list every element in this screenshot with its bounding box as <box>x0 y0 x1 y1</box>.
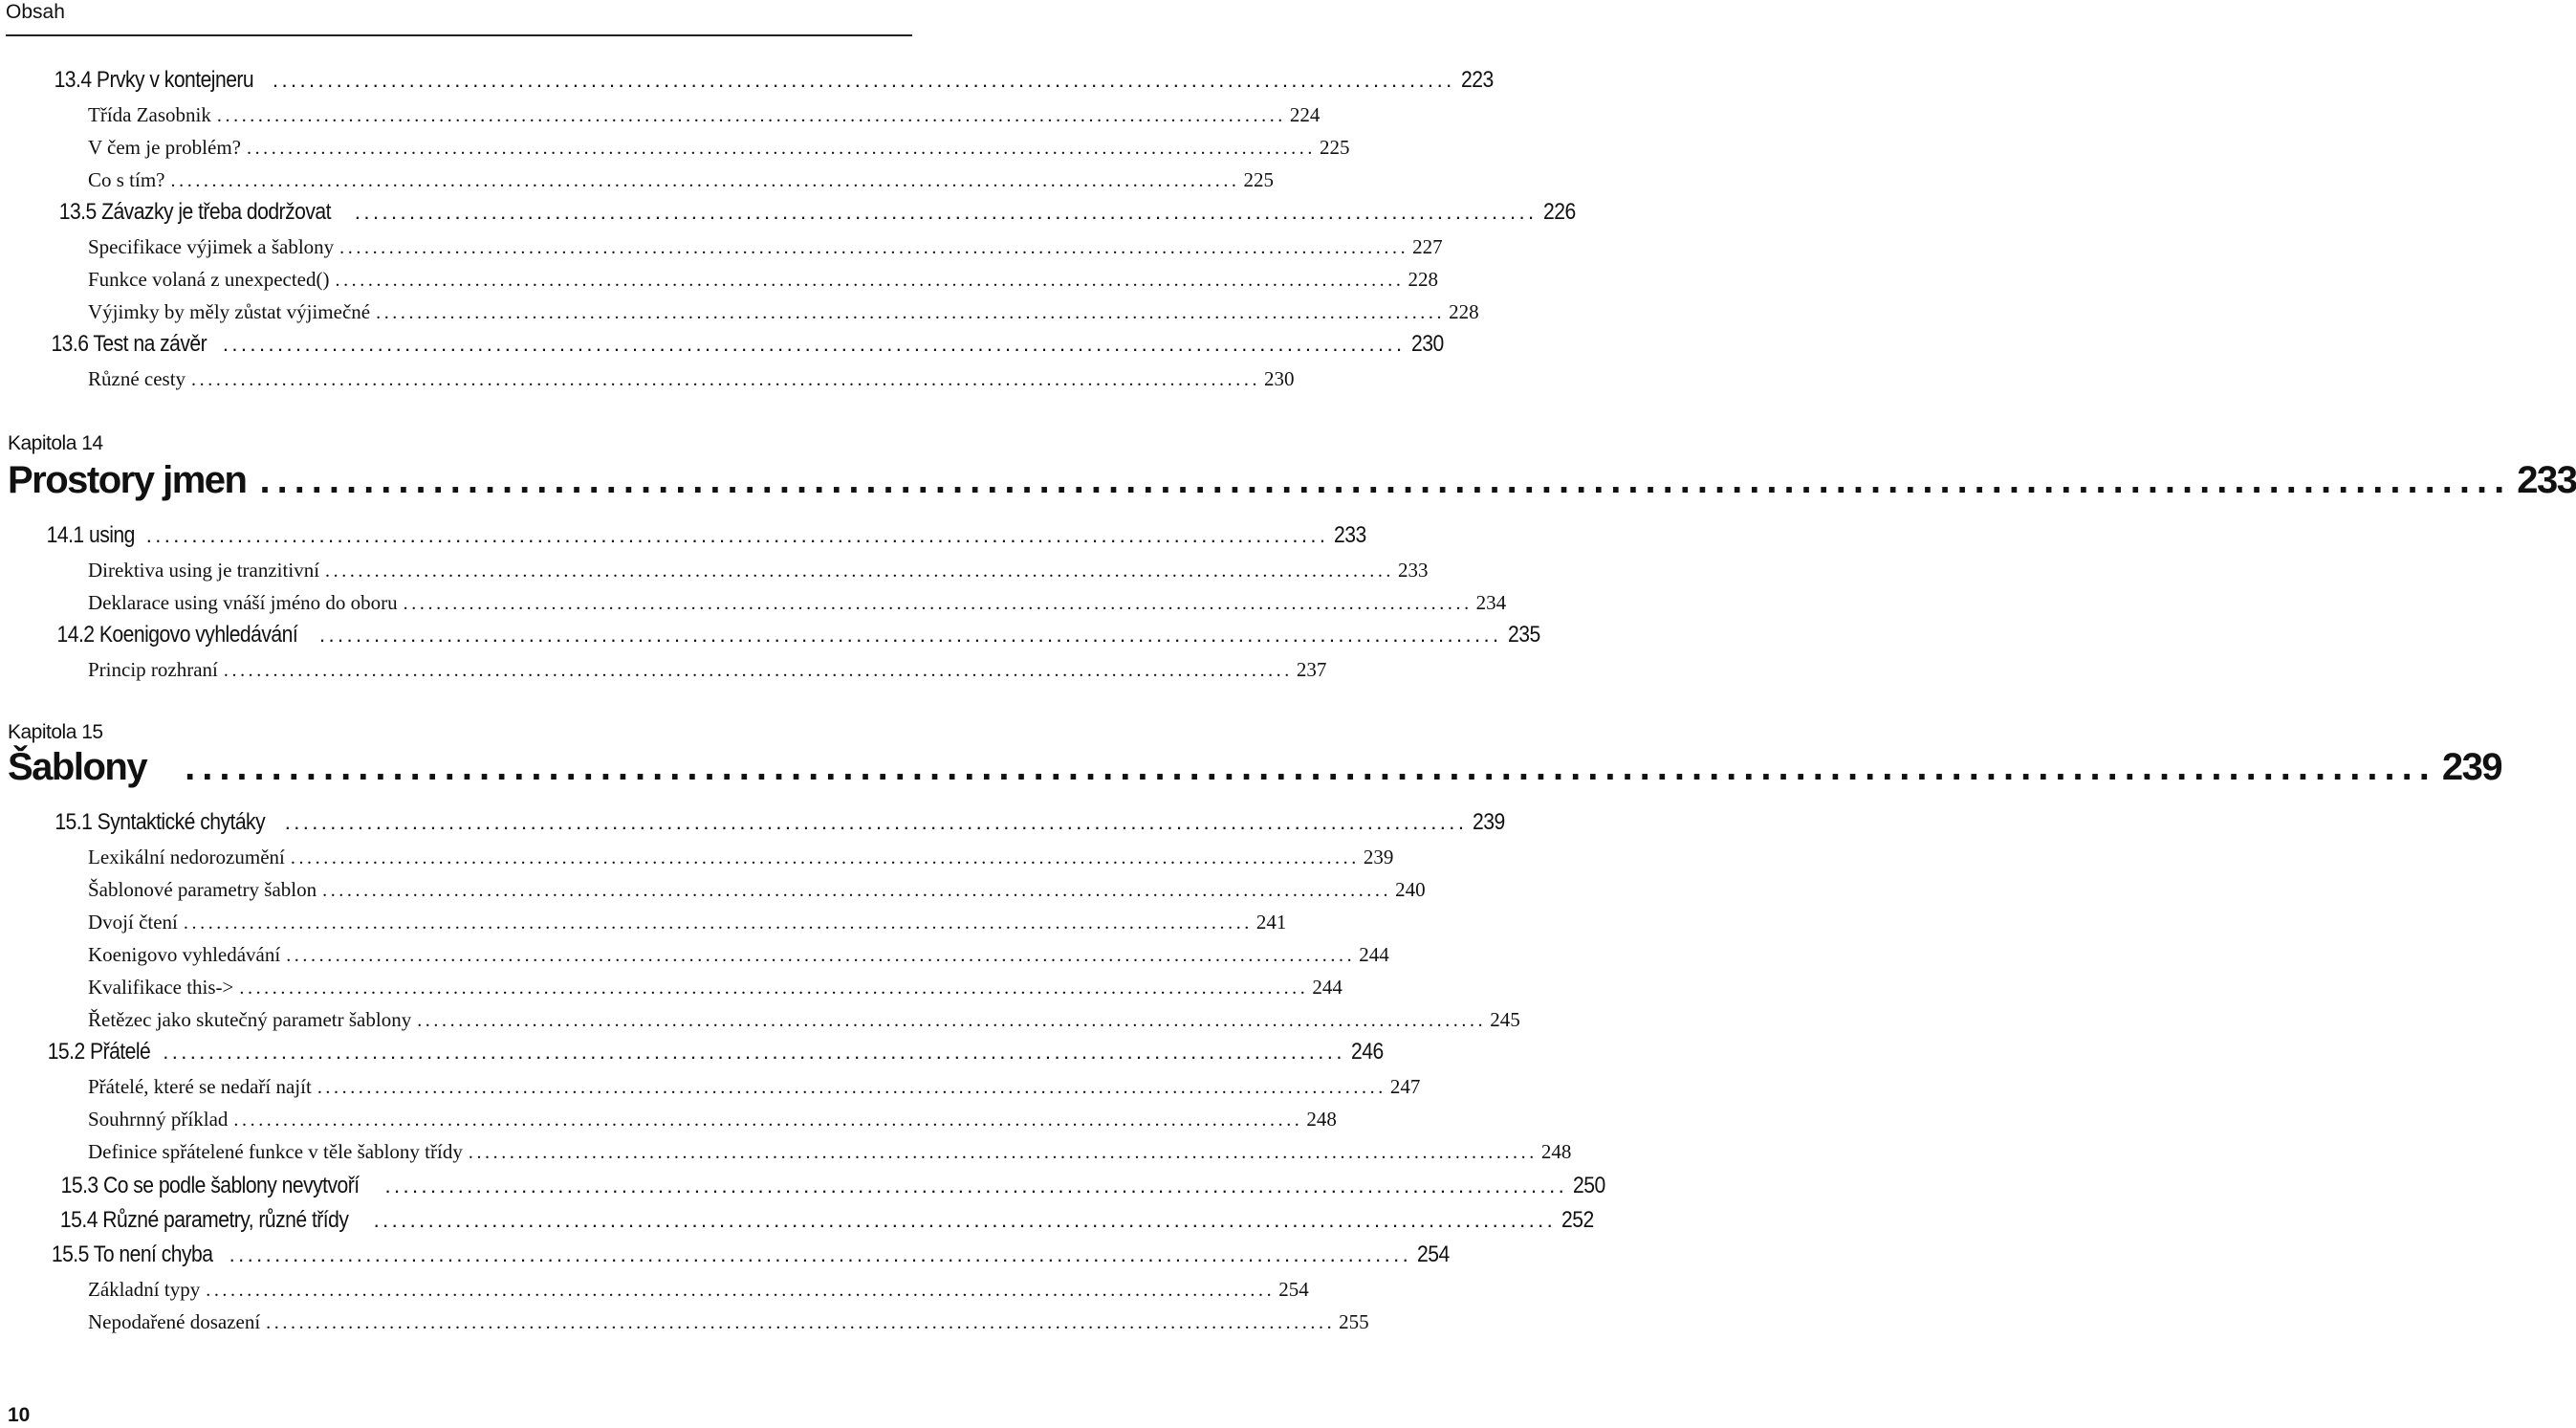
toc-section-entry[interactable]: 15.2 Přátelé .................................................................................................................................. 246 <box>47 1039 1384 1065</box>
toc-section-entry[interactable]: 15.1 Syntaktické chytáky .................................................................................................................................. 239 <box>55 809 1506 835</box>
toc-subsection-entry[interactable]: Výjimky by měly zůstat výjimečné .................................................................................................................................. 228 <box>88 300 1479 323</box>
toc-section-entry[interactable]: 15.5 To není chyba .................................................................................................................................. 254 <box>51 1241 1450 1267</box>
toc-subsection-entry[interactable]: Kvalifikace this-> .................................................................................................................................. 244 <box>88 976 1343 999</box>
toc-chapter-entry[interactable]: Šablony .................................................................................................................................. 239 <box>8 746 2502 788</box>
toc-section-entry[interactable]: 15.3 Co se podle šablony nevytvoří .................................................................................................................................. 250 <box>60 1173 1605 1198</box>
toc-section-entry[interactable]: 13.4 Prvky v kontejneru .................................................................................................................................. 223 <box>54 67 1494 93</box>
toc-subsection-entry[interactable]: Třída Zasobnik .................................................................................................................................. 224 <box>88 103 1321 126</box>
chapter-label: Kapitola 14 <box>8 432 103 454</box>
toc-subsection-entry[interactable]: Různé cesty .................................................................................................................................. 230 <box>88 367 1295 390</box>
toc-section-entry[interactable]: 13.6 Test na závěr .................................................................................................................................. 230 <box>51 331 1444 357</box>
toc-section-entry[interactable]: 14.2 Koenigovo vyhledávání .................................................................................................................................. 235 <box>56 622 1540 648</box>
toc-subsection-entry[interactable]: Šablonové parametry šablon .................................................................................................................................. 240 <box>88 878 1426 901</box>
toc-subsection-entry[interactable]: Řetězec jako skutečný parametr šablony .................................................................................................................................. 245 <box>88 1008 1520 1031</box>
toc-subsection-entry[interactable]: Deklarace using vnáší jméno do oboru .................................................................................................................................. 234 <box>88 591 1507 614</box>
toc-subsection-entry[interactable]: Dvojí čtení .................................................................................................................................. 241 <box>88 911 1287 934</box>
toc-subsection-entry[interactable]: Definice spřátelené funkce v těle šablony třídy .................................................................................................................................. 248 <box>88 1140 1572 1163</box>
toc-subsection-entry[interactable]: Princip rozhraní .................................................................................................................................. 237 <box>88 658 1327 681</box>
toc-subsection-entry[interactable]: Direktiva using je tranzitivní .................................................................................................................................. 233 <box>88 559 1429 582</box>
toc-subsection-entry[interactable]: Přátelé, které se nedaří najít .................................................................................................................................. 247 <box>88 1075 1421 1098</box>
toc-section-entry[interactable]: 15.4 Různé parametry, různé třídy .................................................................................................................................. 252 <box>59 1207 1594 1233</box>
toc-subsection-entry[interactable]: Základní typy .................................................................................................................................. 254 <box>88 1278 1309 1301</box>
toc-subsection-entry[interactable]: Souhrnný příklad .................................................................................................................................. 248 <box>88 1108 1337 1131</box>
toc-subsection-entry[interactable]: Koenigovo vyhledávání .................................................................................................................................. 244 <box>88 943 1389 966</box>
toc-subsection-entry[interactable]: Specifikace výjimek a šablony .................................................................................................................................. 227 <box>88 235 1443 258</box>
toc-section-entry[interactable]: 13.5 Závazky je třeba dodržovat .................................................................................................................................. 226 <box>58 199 1576 225</box>
page-number: 10 <box>8 1404 31 1426</box>
toc-subsection-entry[interactable]: Funkce volaná z unexpected() .................................................................................................................................. 228 <box>88 268 1438 291</box>
toc-subsection-entry[interactable]: Co s tím? .................................................................................................................................. 225 <box>88 168 1275 191</box>
running-header-title: Obsah <box>6 1 65 23</box>
header-rule <box>6 34 912 36</box>
toc-subsection-entry[interactable]: Nepodařené dosazení .................................................................................................................................. 255 <box>88 1310 1369 1333</box>
toc-subsection-entry[interactable]: Lexikální nedorozumění .................................................................................................................................. 239 <box>88 846 1394 868</box>
chapter-label: Kapitola 15 <box>8 721 103 743</box>
toc-chapter-entry[interactable]: Prostory jmen .................................................................................................................................. 233 <box>8 459 2576 501</box>
toc-section-entry[interactable]: 14.1 using .................................................................................................................................. 233 <box>46 522 1367 548</box>
toc-subsection-entry[interactable]: V čem je problém? .................................................................................................................................. 225 <box>88 136 1350 159</box>
